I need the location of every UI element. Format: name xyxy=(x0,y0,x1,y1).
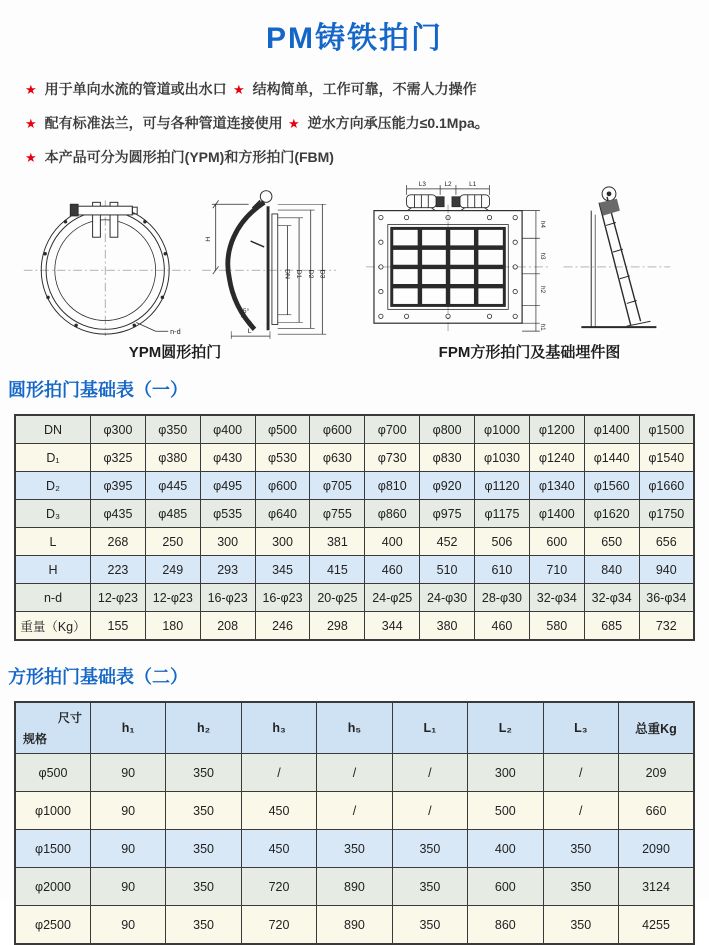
table-cell: 381 xyxy=(310,528,365,556)
row-header: φ500 xyxy=(15,754,90,792)
table-row xyxy=(15,528,694,556)
table-cell: 720 xyxy=(241,868,316,906)
table-cell: 350 xyxy=(166,754,241,792)
table-cell: 350 xyxy=(392,868,467,906)
table-cell: φ350 xyxy=(145,415,200,444)
dim-D1-label: D1 xyxy=(295,269,303,279)
figure-caption-circular: YPM圆形拍门 xyxy=(128,344,222,361)
table-cell: 350 xyxy=(543,830,618,868)
table-cell: 350 xyxy=(543,906,618,945)
row-header: D₂ xyxy=(15,472,91,500)
feature-row xyxy=(25,147,709,167)
corner-label-spec: 规格 xyxy=(23,732,48,746)
row-header: φ1500 xyxy=(15,830,90,868)
figure-circular-flap-valve xyxy=(0,181,350,362)
table-row xyxy=(15,906,694,945)
table-cell: 180 xyxy=(145,612,200,641)
column-header: 总重Kg xyxy=(619,702,695,754)
dim-L2-label: L2 xyxy=(443,180,452,188)
table-cell: 685 xyxy=(584,612,639,641)
table-cell: φ1620 xyxy=(584,500,639,528)
table-cell: φ830 xyxy=(420,444,475,472)
page-title: PM铸铁拍门 xyxy=(266,22,443,55)
table-cell: 450 xyxy=(241,830,316,868)
corner-label-size: 尺寸 xyxy=(57,711,82,725)
row-header: D₁ xyxy=(15,444,91,472)
dim-DN-label: DN xyxy=(283,269,291,279)
dim-D2-label: D2 xyxy=(306,269,314,279)
section-title-square-table: 方形拍门基础表（二） xyxy=(8,667,188,687)
table-cell: 28-φ30 xyxy=(475,584,530,612)
table-cell: 350 xyxy=(166,906,241,945)
table-cell: φ730 xyxy=(365,444,420,472)
table-cell: φ600 xyxy=(310,415,365,444)
column-header: h₃ xyxy=(241,702,316,754)
feature-text: 结构简单，工作可靠，不需人力操作 xyxy=(252,81,477,97)
table-cell: 249 xyxy=(145,556,200,584)
table-cell: 90 xyxy=(90,868,165,906)
angle-label: 75° xyxy=(238,307,250,315)
table-cell: 12-φ23 xyxy=(91,584,146,612)
table-cell: 350 xyxy=(392,830,467,868)
figure-caption-square: FPM方形拍门及基础埋件图 xyxy=(438,344,621,361)
table-cell: 20-φ25 xyxy=(310,584,365,612)
table-cell: 208 xyxy=(200,612,255,641)
table-cell: 656 xyxy=(639,528,694,556)
table-cell: φ1340 xyxy=(529,472,584,500)
table-cell: φ860 xyxy=(365,500,420,528)
table-cell: φ300 xyxy=(91,415,146,444)
table-cell: φ1175 xyxy=(475,500,530,528)
feature-item xyxy=(25,79,233,99)
table-row xyxy=(15,584,694,612)
table-row xyxy=(15,868,694,906)
table-cell: 223 xyxy=(91,556,146,584)
dim-h4-label: h4 xyxy=(538,220,546,229)
table-cell: 345 xyxy=(255,556,310,584)
table-cell: 298 xyxy=(310,612,365,641)
feature-list xyxy=(0,57,709,167)
table-cell: 90 xyxy=(90,792,165,830)
table-cell: 660 xyxy=(619,792,695,830)
table-cell: 350 xyxy=(317,830,392,868)
table-cell: φ1400 xyxy=(529,500,584,528)
table-cell: 840 xyxy=(584,556,639,584)
table-cell: 506 xyxy=(475,528,530,556)
feature-row xyxy=(25,113,709,133)
table-cell: 890 xyxy=(317,906,392,945)
table-row xyxy=(15,792,694,830)
row-header: n-d xyxy=(15,584,91,612)
table-cell: φ530 xyxy=(255,444,310,472)
row-header: D₃ xyxy=(15,500,91,528)
table-cell: φ705 xyxy=(310,472,365,500)
table-cell: 400 xyxy=(468,830,543,868)
dim-D3-label: D3 xyxy=(318,269,326,279)
circular-base-table xyxy=(14,414,695,641)
table-cell: φ1200 xyxy=(529,415,584,444)
feature-item xyxy=(233,79,477,99)
star-icon: ★ xyxy=(288,116,300,131)
table-cell: 90 xyxy=(90,906,165,945)
table-cell: 460 xyxy=(475,612,530,641)
table-cell: φ700 xyxy=(365,415,420,444)
dim-h1-label: h1 xyxy=(538,323,546,331)
table-cell: 350 xyxy=(543,868,618,906)
row-header: φ1000 xyxy=(15,792,90,830)
square-flap-valve-drawing xyxy=(360,181,700,339)
figures-row xyxy=(0,181,709,362)
star-icon: ★ xyxy=(25,150,37,165)
row-header: DN xyxy=(15,415,91,444)
circular-flap-valve-drawing xyxy=(5,181,345,339)
feature-item xyxy=(25,147,334,167)
table-cell: 24-φ25 xyxy=(365,584,420,612)
table-cell: 300 xyxy=(468,754,543,792)
table-cell: 32-φ34 xyxy=(584,584,639,612)
table-cell: φ755 xyxy=(310,500,365,528)
table-cell: 452 xyxy=(420,528,475,556)
table-header-row xyxy=(15,702,694,754)
table-cell: φ630 xyxy=(310,444,365,472)
table-cell: 300 xyxy=(200,528,255,556)
table-cell: / xyxy=(241,754,316,792)
nd-label: n-d xyxy=(170,327,181,337)
dim-H-label: H xyxy=(204,236,212,242)
star-icon: ★ xyxy=(25,116,37,131)
star-icon: ★ xyxy=(233,82,245,97)
table-cell: 16-φ23 xyxy=(200,584,255,612)
dim-h2-label: h2 xyxy=(538,286,546,294)
table-cell: / xyxy=(543,792,618,830)
table-cell: φ495 xyxy=(200,472,255,500)
table-cell: φ395 xyxy=(91,472,146,500)
table-cell: 350 xyxy=(166,868,241,906)
table-cell: φ535 xyxy=(200,500,255,528)
square-base-table xyxy=(14,701,695,945)
table-cell: / xyxy=(317,754,392,792)
square-front-view xyxy=(373,185,539,331)
table-cell: 710 xyxy=(529,556,584,584)
table-row xyxy=(15,754,694,792)
table-cell: 600 xyxy=(468,868,543,906)
feature-text: 配有标准法兰，可与各种管道连接使用 xyxy=(44,115,283,131)
table-cell: 12-φ23 xyxy=(145,584,200,612)
table-cell: 940 xyxy=(639,556,694,584)
table-cell: 380 xyxy=(420,612,475,641)
row-header: φ2000 xyxy=(15,868,90,906)
table-cell: 16-φ23 xyxy=(255,584,310,612)
table-cell: 600 xyxy=(529,528,584,556)
table-row xyxy=(15,472,694,500)
table-cell: 860 xyxy=(468,906,543,945)
table-cell: φ500 xyxy=(255,415,310,444)
column-header: h₂ xyxy=(166,702,241,754)
table-cell: 155 xyxy=(91,612,146,641)
table-cell: 650 xyxy=(584,528,639,556)
table-cell: φ1540 xyxy=(639,444,694,472)
column-header: h₅ xyxy=(317,702,392,754)
table-cell: φ1440 xyxy=(584,444,639,472)
row-header: φ2500 xyxy=(15,906,90,945)
table-cell: 460 xyxy=(365,556,420,584)
table-cell: φ445 xyxy=(145,472,200,500)
table-cell: φ1030 xyxy=(475,444,530,472)
feature-item xyxy=(25,113,288,133)
table-cell: φ1400 xyxy=(584,415,639,444)
table-cell: φ800 xyxy=(420,415,475,444)
corner-header-cell xyxy=(15,702,90,754)
feature-row xyxy=(25,79,709,99)
square-side-view xyxy=(581,187,656,327)
table-cell: 3124 xyxy=(619,868,695,906)
table-cell: / xyxy=(543,754,618,792)
table-cell: 350 xyxy=(392,906,467,945)
table-cell: 90 xyxy=(90,830,165,868)
table-cell: 732 xyxy=(639,612,694,641)
table-cell: φ1120 xyxy=(475,472,530,500)
table-cell: 268 xyxy=(91,528,146,556)
feature-item xyxy=(288,113,489,133)
table-cell: / xyxy=(392,754,467,792)
table-cell: 510 xyxy=(420,556,475,584)
table-cell: φ920 xyxy=(420,472,475,500)
table-cell: φ325 xyxy=(91,444,146,472)
table-cell: φ1750 xyxy=(639,500,694,528)
table-cell: φ600 xyxy=(255,472,310,500)
section-title-circular-table: 圆形拍门基础表（一） xyxy=(8,380,188,400)
row-header: 重量（Kg） xyxy=(15,612,91,641)
table-cell: 500 xyxy=(468,792,543,830)
table-cell: φ1000 xyxy=(475,415,530,444)
table-cell: 415 xyxy=(310,556,365,584)
table-cell: 720 xyxy=(241,906,316,945)
column-header: L₂ xyxy=(468,702,543,754)
table-cell: φ1500 xyxy=(639,415,694,444)
table-cell: 344 xyxy=(365,612,420,641)
table-cell: φ975 xyxy=(420,500,475,528)
table-cell: 90 xyxy=(90,754,165,792)
table-cell: φ1240 xyxy=(529,444,584,472)
dim-h3-label: h3 xyxy=(538,252,546,260)
table-cell: 350 xyxy=(166,792,241,830)
table-cell: / xyxy=(392,792,467,830)
table-cell: 400 xyxy=(365,528,420,556)
row-header: H xyxy=(15,556,91,584)
table-row xyxy=(15,830,694,868)
table-row xyxy=(15,612,694,641)
table-cell: 36-φ34 xyxy=(639,584,694,612)
table-cell: 250 xyxy=(145,528,200,556)
table-cell: 24-φ30 xyxy=(420,584,475,612)
figure-square-flap-valve xyxy=(350,181,709,362)
table-cell: 209 xyxy=(619,754,695,792)
star-icon: ★ xyxy=(25,82,37,97)
table-cell: φ430 xyxy=(200,444,255,472)
table-cell: φ1660 xyxy=(639,472,694,500)
table-cell: 890 xyxy=(317,868,392,906)
table-row xyxy=(15,500,694,528)
table-cell: 350 xyxy=(166,830,241,868)
table-cell: φ400 xyxy=(200,415,255,444)
dim-L-label: L xyxy=(247,328,252,336)
circular-side-view xyxy=(212,191,326,339)
table-cell: φ640 xyxy=(255,500,310,528)
table-cell: φ810 xyxy=(365,472,420,500)
table-cell: 32-φ34 xyxy=(529,584,584,612)
dim-L1-label: L1 xyxy=(468,180,476,188)
table-cell: 293 xyxy=(200,556,255,584)
table-cell: 2090 xyxy=(619,830,695,868)
table-row xyxy=(15,556,694,584)
table-cell: 300 xyxy=(255,528,310,556)
feature-text: 逆水方向承压能力≤0.1Mpa。 xyxy=(307,115,489,131)
dim-L3-label: L3 xyxy=(418,180,426,188)
column-header: L₃ xyxy=(543,702,618,754)
table-cell: 580 xyxy=(529,612,584,641)
table-cell: φ485 xyxy=(145,500,200,528)
table-cell: φ435 xyxy=(91,500,146,528)
table-row xyxy=(15,444,694,472)
feature-text: 本产品可分为圆形拍门(YPM)和方形拍门(FBM) xyxy=(44,149,334,165)
column-header: h₁ xyxy=(90,702,165,754)
table-cell: 246 xyxy=(255,612,310,641)
feature-text: 用于单向水流的管道或出水口 xyxy=(44,81,227,97)
table-cell: 450 xyxy=(241,792,316,830)
table-cell: 4255 xyxy=(619,906,695,945)
row-header: L xyxy=(15,528,91,556)
table-cell: 610 xyxy=(475,556,530,584)
table-row xyxy=(15,415,694,444)
table-cell: / xyxy=(317,792,392,830)
column-header: L₁ xyxy=(392,702,467,754)
table-cell: φ1560 xyxy=(584,472,639,500)
table-cell: φ380 xyxy=(145,444,200,472)
